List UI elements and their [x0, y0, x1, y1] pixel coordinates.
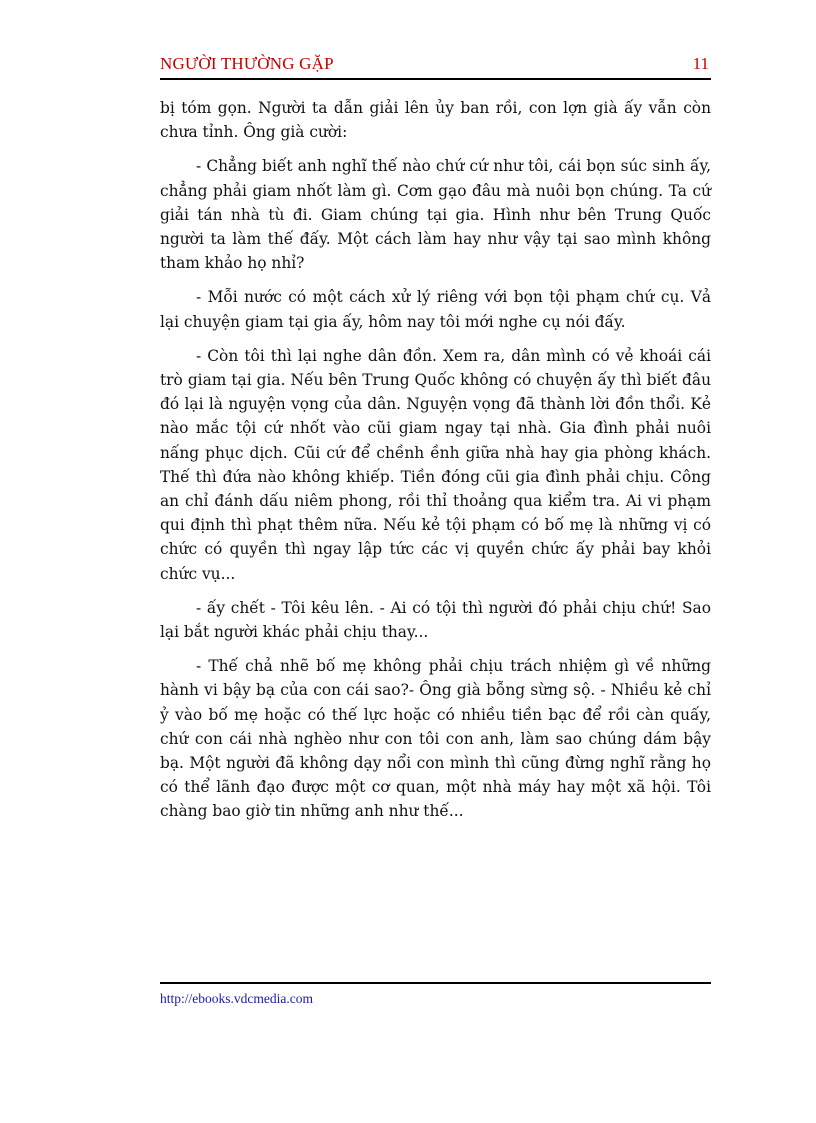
- page-number: 11: [692, 54, 709, 73]
- paragraph: - Thế chả nhẽ bố mẹ không phải chịu trách nhiệm gì về những hành vi bậy bạ của con cái sao?- Ông già bỗng sừng sộ. - Nhiều kẻ chỉ ỷ vào bố mẹ hoặc có thế lực hoặc có nhiều tiền bạc để rồi càn quấy, chứ con cái nhà nghèo như con tôi con anh, làm sao chúng dám bậy bạ. Một người đã không dạy nổi con mình thì cũng đừng nghĩ rằng họ có thể lãnh đạo được một cơ quan, một nhà máy hay một xã hội. Tôi chàng bao giờ tin những anh như thế...: [160, 657, 711, 821]
- chapter-title: NGƯỜI THƯỜNG GẶP: [160, 54, 334, 73]
- footer-link[interactable]: http://ebooks.vdcmedia.com: [160, 991, 313, 1006]
- footer-divider: [160, 982, 711, 984]
- paragraph: bị tóm gọn. Người ta dẫn giải lên ủy ban rồi, con lợn già ấy vẫn còn chưa tỉnh. Ông già cười:: [160, 99, 711, 142]
- page-header: [160, 52, 711, 80]
- body-text: [160, 96, 711, 834]
- paragraph: - Mỗi nước có một cách xử lý riêng với bọn tội phạm chứ cụ. Vả lại chuyện giam tại gia ấy, hôm nay tôi mới nghe cụ nói đấy.: [160, 288, 711, 331]
- paragraph: - Còn tôi thì lại nghe dân đồn. Xem ra, dân mình có vẻ khoái cái trò giam tại gia. Nếu bên Trung Quốc không có chuyện ấy thì biết đâu đó lại là nguyện vọng của dân. Nguyện vọng đã thành lời đồn thổi. Kẻ nào mắc tội cứ nhốt vào cũi giam ngay tại nhà. Gia đình phải nuôi nấng phục dịch. Cũi cứ để chềnh ềnh giữa nhà hay gia phòng khách. Thế thì đứa nào không khiếp. Tiền đóng cũi gia đình phải chịu. Công an chỉ đánh dấu niêm phong, rồi thỉ thoảng qua kiểm tra. Ai vi phạm qui định thì phạt thêm nữa. Nếu kẻ tội phạm có bố mẹ là những vị có chức có quyền thì ngay lập tức các vị quyền chức ấy phải bay khỏi chức vụ...: [160, 346, 711, 583]
- paragraph: - Chẳng biết anh nghĩ thế nào chứ cứ như tôi, cái bọn súc sinh ấy, chẳng phải giam nhốt làm gì. Cơm gạo đâu mà nuôi bọn chúng. Ta cứ giải tán nhà tù đi. Giam chúng tại gia. Hình như bên Trung Quốc người ta làm thế đấy. Một cách làm hay như vậy tại sao mình không tham khảo họ nhỉ?: [160, 157, 711, 273]
- paragraph: - ấy chết - Tôi kêu lên. - Ai có tội thì người đó phải chịu chứ! Sao lại bắt người khác phải chịu thay...: [160, 598, 711, 642]
